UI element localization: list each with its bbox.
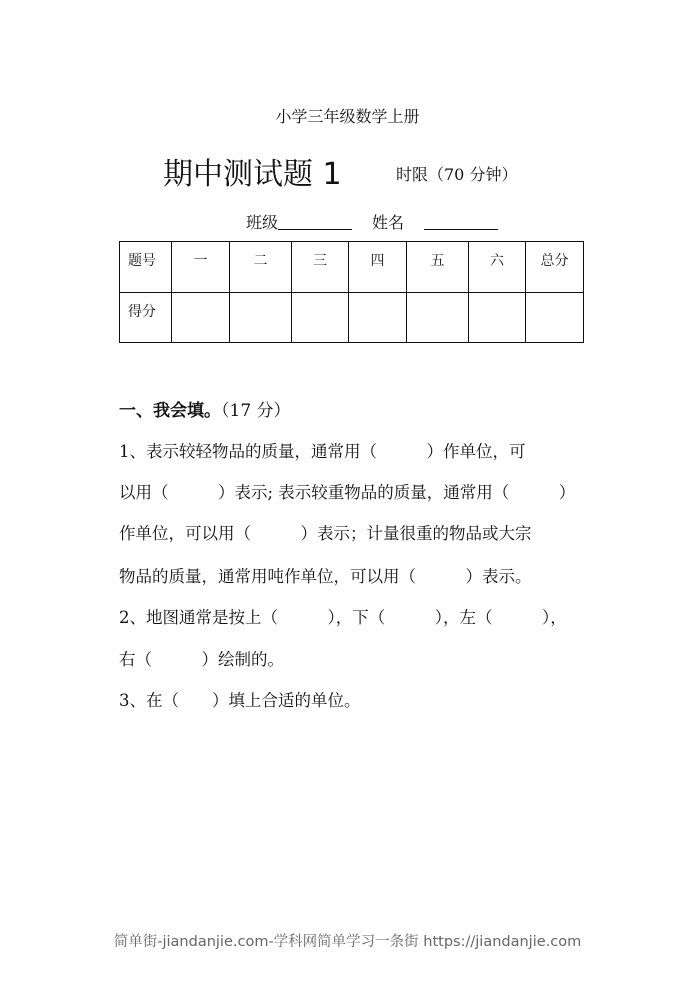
name-label: 姓名: [372, 213, 405, 232]
score-cell[interactable]: [407, 292, 469, 343]
table-cell: 四: [349, 242, 407, 293]
score-cell[interactable]: [526, 292, 584, 343]
table-cell: 三: [292, 242, 349, 293]
section-heading-title: 一、我会填。: [119, 401, 221, 421]
score-table: [119, 241, 584, 343]
table-cell: 总分: [526, 242, 584, 293]
page-title: 期中测试题 1: [163, 157, 342, 192]
student-info: [246, 210, 498, 233]
score-cell[interactable]: [469, 292, 526, 343]
table-cell: 题号: [120, 242, 172, 293]
question-line: 右（ ）绘制的。: [119, 650, 284, 669]
table-cell: 二: [230, 242, 292, 293]
section-heading: [119, 396, 291, 421]
question-line: 2、地图通常是按上（ ），下（ ），左（ ），: [119, 608, 567, 627]
score-cell[interactable]: [349, 292, 407, 343]
question-line: 3、在（ ）填上合适的单位。: [119, 691, 361, 710]
question-line: 作单位，可以用（ ）表示；计量很重的物品或大宗: [119, 524, 532, 543]
table-cell: 五: [407, 242, 469, 293]
question-line: 以用（ ）表示; 表示较重物品的质量，通常用（ ）: [119, 483, 576, 502]
score-cell[interactable]: [292, 292, 349, 343]
section-heading-points: （17 分）: [221, 401, 291, 421]
time-limit: 时限（70 分钟）: [396, 165, 518, 184]
question-line: 1、表示较轻物品的质量，通常用（ ）作单位，可: [119, 442, 526, 461]
class-label: 班级: [246, 213, 279, 232]
class-blank[interactable]: [278, 215, 352, 230]
subtitle: 小学三年级数学上册: [275, 107, 420, 126]
score-cell[interactable]: [172, 292, 230, 343]
table-header-row: [120, 242, 584, 293]
table-cell: 六: [469, 242, 526, 293]
name-blank[interactable]: [424, 215, 498, 230]
watermark-footer: 简单街-jiandanjie.com-学科网简单学习一条街 https://jiandanjie.com: [113, 934, 582, 950]
question-line: 物品的质量，通常用吨作单位，可以用（ ）表示。: [119, 567, 532, 586]
table-score-row: [120, 292, 584, 343]
table-cell: 得分: [120, 292, 172, 343]
table-cell: 一: [172, 242, 230, 293]
score-cell[interactable]: [230, 292, 292, 343]
